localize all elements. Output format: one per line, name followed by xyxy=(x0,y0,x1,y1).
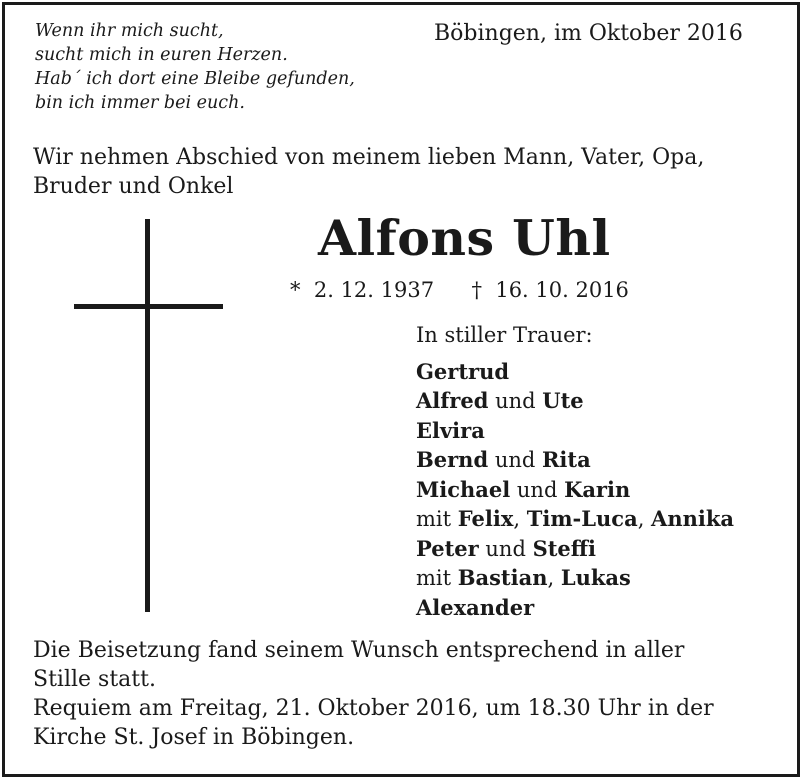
mourner-row xyxy=(416,386,734,416)
intro-line: Bruder und Onkel xyxy=(33,174,234,199)
mourner-name: Peter xyxy=(416,535,479,561)
funeral-line: Kirche St. Josef in Böbingen. xyxy=(33,725,355,750)
mourner-name: Lukas xyxy=(560,565,631,590)
mourner-connector: , xyxy=(547,566,561,590)
mourner-connector: mit xyxy=(416,566,458,590)
mourner-row xyxy=(416,563,734,593)
poem-line: bin ich immer bei euch. xyxy=(35,93,245,113)
mourner-connector: mit xyxy=(416,507,458,531)
mourner-name: Tim-Luca xyxy=(526,506,638,531)
mourner-name: Alexander xyxy=(416,594,535,620)
death-cross-icon: † xyxy=(471,278,482,302)
mourner-row xyxy=(416,357,734,387)
mourner-name: Elvira xyxy=(416,417,485,443)
mourner-row xyxy=(416,504,734,534)
mourner-name: Annika xyxy=(651,506,735,531)
funeral-info xyxy=(33,636,714,752)
mourner-connector: und xyxy=(510,477,565,502)
poem-line: Hab´ ich dort eine Bleibe gefunden, xyxy=(35,69,355,89)
mourner-name: Steffi xyxy=(532,535,597,561)
mourner-name: Bastian xyxy=(457,565,548,590)
mourner-row xyxy=(416,475,734,505)
intro-line: Wir nehmen Abschied von meinem lieben Mann, Vater, Opa, xyxy=(33,145,705,170)
birth-date: 2. 12. 1937 xyxy=(313,278,435,302)
farewell-intro xyxy=(33,143,704,201)
mourners-list xyxy=(416,321,734,622)
mourner-name: Felix xyxy=(457,506,514,531)
cross-vertical-bar xyxy=(145,219,150,612)
mourner-name: Rita xyxy=(541,447,591,472)
mourner-connector: und xyxy=(488,448,542,472)
mourner-name: Gertrud xyxy=(416,358,510,384)
death-date: 16. 10. 2016 xyxy=(495,278,629,302)
mourner-connector: , xyxy=(637,507,652,531)
life-dates xyxy=(290,276,629,304)
mourner-name: Alfred xyxy=(416,388,489,413)
mourner-row xyxy=(416,593,734,623)
poem-line: Wenn ihr mich sucht, xyxy=(35,21,224,41)
deceased-name: Alfons Uhl xyxy=(318,209,611,267)
mourner-row xyxy=(416,445,734,475)
mourner-name: Karin xyxy=(564,476,631,502)
funeral-line: Stille statt. xyxy=(33,667,156,692)
funeral-line: Die Beisetzung fand seinem Wunsch entsprechend in aller xyxy=(33,638,685,663)
mourner-connector: , xyxy=(513,507,527,531)
place-date: Böbingen, im Oktober 2016 xyxy=(434,21,743,46)
poem-line: sucht mich in euren Herzen. xyxy=(35,45,288,65)
mourner-row xyxy=(416,416,734,446)
funeral-line: Requiem am Freitag, 21. Oktober 2016, um 18.30 Uhr in der xyxy=(33,696,714,721)
poem xyxy=(35,19,355,115)
mourner-name: Michael xyxy=(416,476,511,502)
mourner-name: Ute xyxy=(542,388,584,413)
cross-horizontal-bar xyxy=(74,304,223,309)
mourner-connector: und xyxy=(478,536,533,561)
birth-star-icon: * xyxy=(290,278,301,302)
mourner-connector: und xyxy=(488,389,543,413)
mourner-name: Bernd xyxy=(416,447,489,472)
mourners-heading: In stiller Trauer: xyxy=(416,323,593,347)
mourner-row xyxy=(416,534,734,564)
